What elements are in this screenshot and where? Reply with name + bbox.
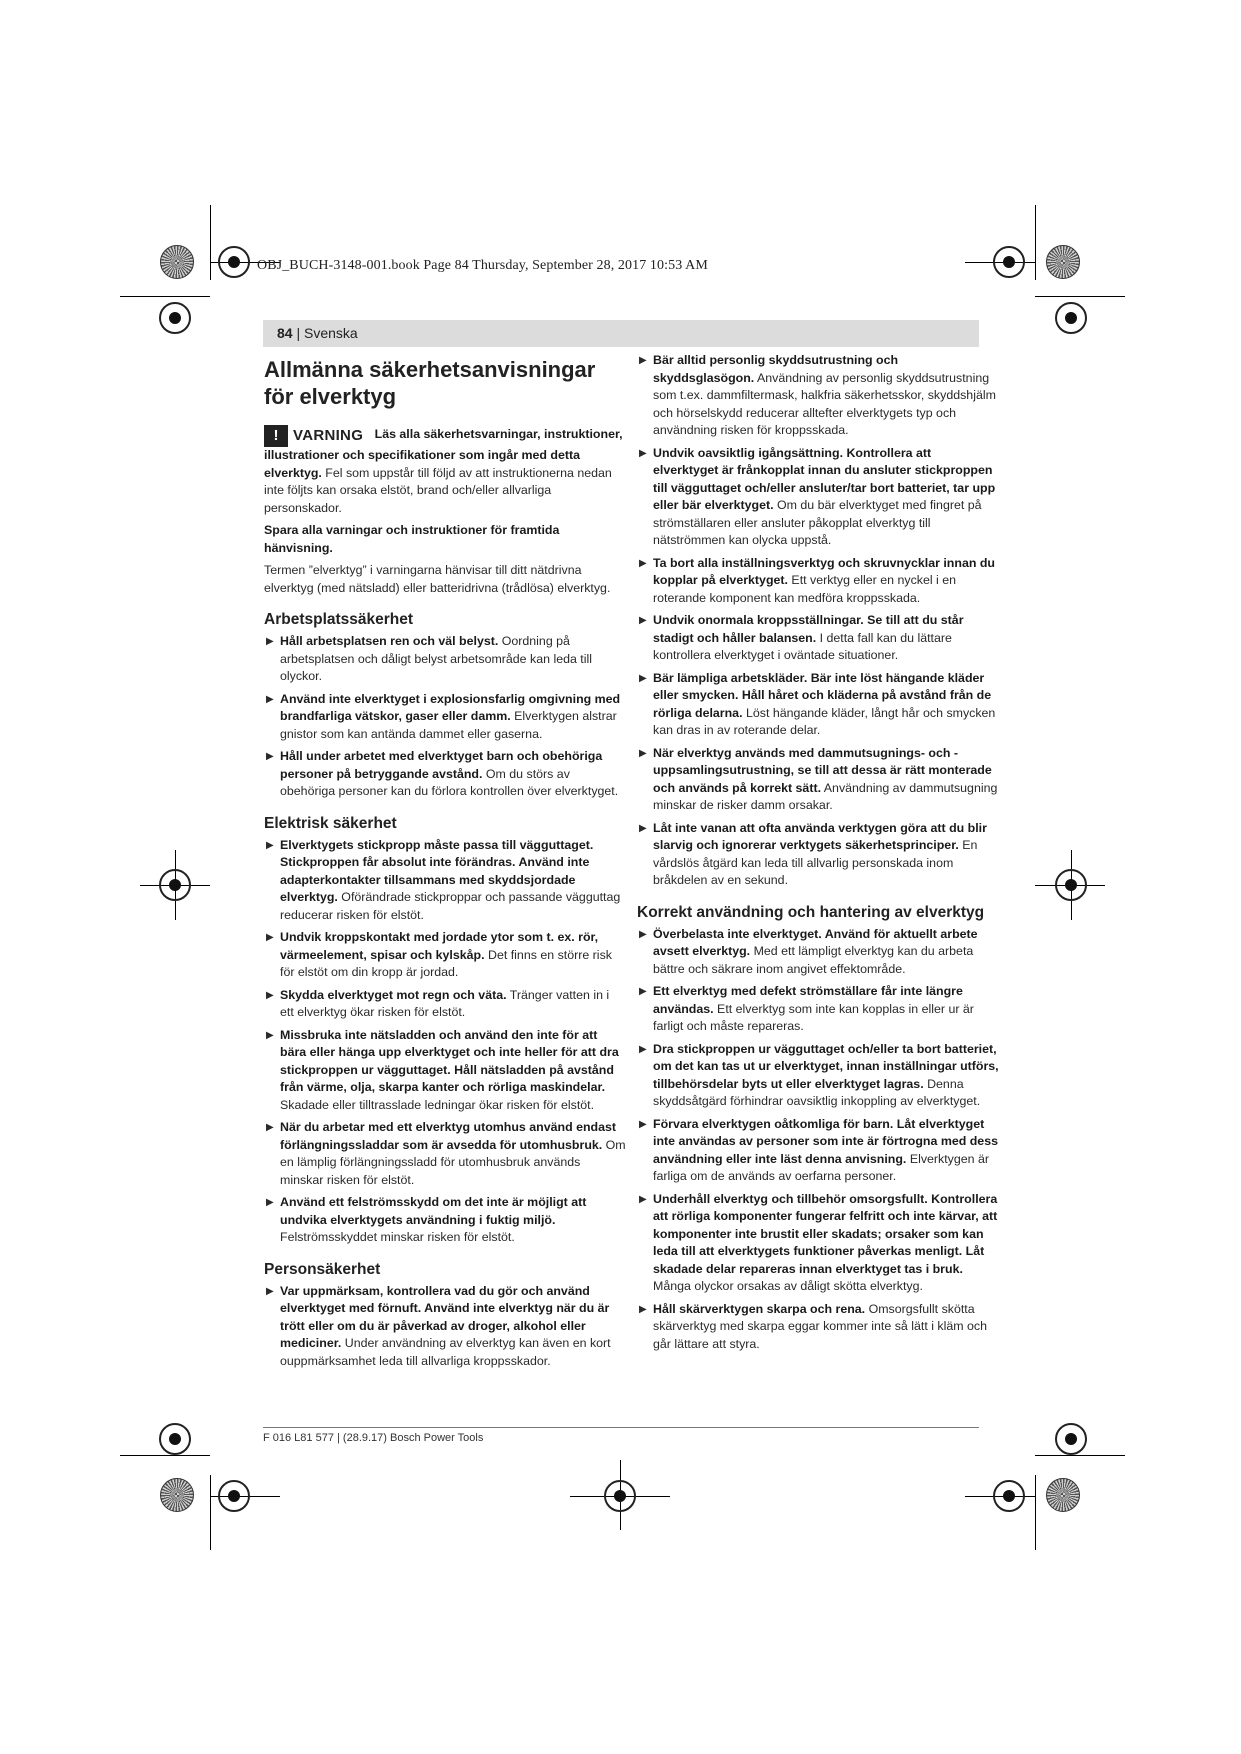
bullet-item: [637, 926, 999, 979]
item-text: Användning av personlig skyddsutrustning som t.ex. dammfiltermask, halkfria säkerhetsskor, skyddshjälm och hörselskydd reducerar alltefter elverktygets typ och användning risken för kroppsskada.: [653, 370, 996, 437]
bullet-arrow-icon: ▶: [639, 1303, 647, 1315]
header-language: Svenska: [304, 325, 358, 341]
item-text: Om en lämplig förlängningssladd för utomhusbruk används minskar risken för elstöt.: [280, 1137, 626, 1187]
registration-mark-icon: [159, 869, 191, 901]
term-note: Termen ”elverktyg” i varningarna hänvisar till ditt nätdrivna elverktyg (med nätsladd) eller batteridrivna (trådlösa) elverktyg.: [264, 563, 611, 595]
save-note: Spara alla varningar och instruktioner för framtida hänvisning.: [264, 523, 560, 555]
item-text: En vårdslös åtgärd kan leda till allvarlig personskada inom bråkdelen av en sekund.: [653, 838, 978, 887]
bullet-item: [264, 1194, 626, 1247]
color-dial-icon: [160, 245, 194, 279]
bullet-arrow-icon: ▶: [639, 986, 647, 997]
warning-block: [264, 422, 626, 517]
bullet-arrow-icon: ▶: [266, 1285, 274, 1297]
bullet-arrow-icon: ▶: [639, 447, 647, 459]
item-text: Om du störs av obehöriga personer kan du förlora kontrollen över elverktyget.: [280, 766, 619, 798]
item-bold-text: Håll arbetsplatsen ren och väl belyst.: [280, 634, 499, 648]
item-text: Med ett lämpligt elverktyg kan du arbeta bättre och säkrare inom angivet effektområde.: [653, 944, 974, 976]
item-bold-text: Var uppmärksam, kontrollera vad du gör och använd elverktyget med förnuft. Använd inte elverktyg när du är trött eller om du är påverkad av droger, alkohol eller mediciner.: [280, 1283, 610, 1350]
registration-mark-icon: [159, 302, 191, 334]
bullet-item: [637, 1041, 999, 1111]
item-text: Denna skyddsåtgärd förhindrar oavsiktlig inkoppling av elverktyget.: [653, 1076, 981, 1108]
left-sections: [264, 611, 626, 1370]
bullet-arrow-icon: ▶: [639, 928, 647, 940]
section-heading: Personsäkerhet: [264, 1260, 381, 1278]
item-bold-text: Håll under arbetet med elverktyget barn och obehöriga personer på betryggande avstånd.: [280, 749, 603, 781]
right-column: [637, 352, 999, 1358]
bullet-item: [264, 987, 626, 1022]
item-bold-text: Undvik kroppskontakt med jordade ytor som t. ex. rör, värmeelement, spisar och kylskåp.: [280, 930, 599, 962]
item-bold-text: Missbruka inte nätsladden och använd den inte för att bära eller hänga upp elverktyget och inte heller för att dra stickproppen ur vägguttaget. Håll nätsladden på avstånd från värme, olja, skarpa kanter och rörliga maskindelar.: [280, 1027, 619, 1094]
item-text: Tränger vatten in i ett elverktyg ökar risken för elstöt.: [280, 987, 610, 1019]
bullet-arrow-icon: ▶: [266, 693, 274, 705]
item-text: Löst hängande kläder, långt hår och smycken kan dras in av roterande delar.: [653, 705, 996, 737]
bullet-item: [264, 1283, 626, 1371]
item-text: Elverktygen alstrar gnistor som kan antända dammet eller gaserna.: [280, 709, 617, 741]
item-text: Omsorgsfullt skötta skärverktyg med skarpa eggar kommer inte så lätt i kläm och går lättare att styra.: [653, 1301, 987, 1351]
bullet-arrow-icon: ▶: [266, 932, 274, 943]
item-bold-text: Bär alltid personlig skyddsutrustning och skyddsglasögon.: [653, 353, 899, 385]
bullet-arrow-icon: ▶: [639, 1193, 647, 1205]
bullet-item: [637, 1116, 999, 1186]
registration-mark-icon: [218, 1480, 250, 1512]
registration-mark-icon: [993, 246, 1025, 278]
item-bold-text: Ta bort alla inställningsverktyg och skruvnycklar innan du kopplar på elverktyget.: [653, 555, 995, 587]
bullet-item: [264, 837, 626, 925]
item-text: Skadade eller tilltrasslade ledningar ökar risken för elstöt.: [280, 1097, 595, 1112]
left-column: [264, 356, 626, 1375]
warning-bold-text: Läs alla säkerhetsvarningar, instruktioner, illustrationer och specifikationer som ingår med detta elverktyg.: [264, 426, 623, 480]
registration-mark-icon: [218, 246, 250, 278]
item-bold-text: Överbelasta inte elverktyget. Använd för aktuellt arbete avsett elverktyg.: [653, 926, 978, 958]
item-bold-text: Använd ett felströmsskydd om det inte är möjligt att undvika elverktygets användning i fuktig miljö.: [280, 1195, 587, 1227]
bullet-item: [264, 691, 626, 744]
registration-mark-icon: [1055, 869, 1087, 901]
bullet-item: [637, 983, 999, 1036]
color-dial-icon: [1046, 1478, 1080, 1512]
warning-label: VARNING: [293, 427, 364, 445]
item-text: I detta fall kan du lättare kontrollera elverktyget i oväntade situationer.: [653, 630, 952, 662]
bullet-item: [637, 352, 999, 440]
item-text: Elverktygen är farliga om de används av oerfarna personer.: [653, 1151, 990, 1183]
color-dial-icon: [160, 1478, 194, 1512]
item-bold-text: Ett elverktyg med defekt strömställare får inte längre användas.: [653, 984, 963, 1016]
bullet-item: [264, 929, 626, 982]
item-bold-text: Undvik onormala kroppsställningar. Se till att du står stadigt och håller balansen.: [653, 613, 964, 645]
bullet-arrow-icon: ▶: [639, 355, 647, 366]
warning-text: Fel som uppstår till följd av att instruktionerna nedan inte följts kan orsaka elstöt, brand och/eller allvarliga personskador.: [264, 465, 612, 515]
item-text: Ett verktyg eller en nyckel i en roterande komponent kan medföra kroppsskada.: [653, 573, 957, 605]
item-text: Många olyckor orsakas av dåligt skötta elverktyg.: [653, 1279, 923, 1293]
item-bold-text: När elverktyg används med dammutsugnings- och -uppsamlingsutrustning, se till att dessa är rätt monterade och används på korrekt sätt.: [653, 745, 992, 795]
right-items: [637, 352, 999, 890]
section-heading: Arbetsplatssäkerhet: [264, 611, 414, 628]
section-heading: Elektrisk säkerhet: [264, 814, 397, 832]
bullet-item: [637, 745, 999, 815]
bullet-item: [264, 633, 626, 686]
bullet-arrow-icon: ▶: [639, 1118, 647, 1130]
item-bold-text: Undvik oavsiktlig igångsättning. Kontrollera att elverktyget är frånkopplat innan du ansluter stickproppen till vägguttaget och/eller ansluter/tar bort batteriet, tar upp eller bär elverktyget.: [653, 445, 996, 512]
bullet-arrow-icon: ▶: [639, 1043, 647, 1055]
item-text: Det finns en större risk för elstöt om din kropp är jordad.: [280, 947, 612, 979]
item-bold-text: Elverktygets stickpropp måste passa till vägguttaget. Stickproppen får absolut inte förändras. Använd inte adapterkontakter tillsammans med skyddsjordade elverktyg.: [280, 837, 594, 904]
item-text: Oförändrade stickproppar och passande vägguttag reducerar risken för elstöt.: [280, 890, 621, 922]
item-bold-text: Skydda elverktyget mot regn och väta.: [280, 987, 507, 1002]
bullet-item: [264, 748, 626, 801]
file-info: OBJ_BUCH-3148-001.book Page 84 Thursday, September 28, 2017 10:53 AM: [257, 258, 708, 273]
bullet-arrow-icon: ▶: [266, 636, 274, 647]
header-separator: |: [292, 325, 304, 341]
registration-mark-icon: [159, 1423, 191, 1455]
item-text: Användning av dammutsugning minskar de risker damm orsakar.: [653, 780, 998, 812]
page-number: 84: [277, 325, 293, 341]
page-title: Allmänna säkerhetsanvisningar för elverktyg: [264, 357, 596, 409]
item-bold-text: Använd inte elverktyget i explosionsfarlig omgivning med brandfarliga vätskor, gaser eller damm.: [280, 691, 621, 723]
item-bold-text: Låt inte vanan att ofta använda verktygen göra att du blir slarvig och ignorerar verktygets säkerhetsprinciper.: [653, 820, 987, 852]
bullet-arrow-icon: ▶: [266, 751, 274, 762]
bullet-item: [264, 1027, 626, 1115]
bullet-arrow-icon: ▶: [266, 989, 274, 1001]
item-text: Oordning på arbetsplatsen och dåligt belyst arbetsområde kan leda till olyckor.: [280, 634, 593, 683]
bullet-item: [637, 1191, 999, 1296]
page-footer: F 016 L81 577 | (28.9.17) Bosch Power Tools: [263, 1427, 979, 1444]
bullet-arrow-icon: ▶: [266, 839, 274, 851]
page-header: [263, 320, 979, 347]
bullet-arrow-icon: ▶: [639, 672, 647, 684]
registration-mark-icon: [993, 1480, 1025, 1512]
bullet-item: [264, 1119, 626, 1189]
item-bold-text: Dra stickproppen ur vägguttaget och/eller ta bort batteriet, om det kan tas ut ur elverktyget, innan inställningar utförs, tillbehörsdelar byts ut eller elverktyget lagras.: [653, 1041, 999, 1091]
item-bold-text: Underhåll elverktyg och tillbehör omsorgsfullt. Kontrollera att rörliga komponenter fungerar felfritt och inte kärvar, att komponenter inte brustit eller skadats; orsaker som kan leda till att elverktygets funktioner påverkas menligt. Låt skadade delar repareras innan elverktyget tas i bruk.: [653, 1191, 998, 1276]
warning-triangle-icon: !: [264, 425, 288, 447]
right-section-items: [637, 926, 999, 1354]
bullet-item: [637, 555, 999, 608]
item-bold-text: Bär lämpliga arbetskläder. Bär inte löst hängande kläder eller smycken. Håll håret och kläderna på avstånd från de rörliga delarna.: [653, 670, 992, 720]
item-text: Om du bär elverktyget med fingret på strömställaren eller ansluter påkopplat elverktyg till nätströmmen kan olycka uppstå.: [653, 498, 982, 547]
registration-mark-icon: [1055, 302, 1087, 334]
item-text: Ett elverktyg som inte kan kopplas in eller ur är farligt och måste repareras.: [653, 1001, 974, 1033]
section-heading: Korrekt användning och hantering av elverktyg: [637, 903, 985, 921]
bullet-arrow-icon: ▶: [639, 557, 647, 569]
bullet-arrow-icon: ▶: [639, 822, 647, 834]
bullet-item: [637, 820, 999, 890]
item-text: Felströmsskyddet minskar risken för elstöt.: [280, 1230, 515, 1244]
bullet-item: [637, 445, 999, 550]
bullet-arrow-icon: ▶: [266, 1197, 274, 1208]
bullet-item: [637, 670, 999, 740]
item-text: Under användning av elverktyg kan även en kort ouppmärksamhet leda till allvarliga kroppsskador.: [280, 1336, 611, 1368]
bullet-item: [637, 1301, 999, 1354]
registration-mark-icon: [1055, 1423, 1087, 1455]
item-bold-text: Håll skärverktygen skarpa och rena.: [653, 1301, 866, 1316]
color-dial-icon: [1046, 245, 1080, 279]
item-bold-text: Förvara elverktygen oåtkomliga för barn. Låt elverktyget inte användas av personer som inte är förtrogna med dess användning eller inte läst denna anvisning.: [653, 1116, 998, 1166]
bullet-arrow-icon: ▶: [266, 1029, 274, 1041]
bullet-arrow-icon: ▶: [639, 615, 647, 626]
bullet-item: [637, 612, 999, 665]
bullet-arrow-icon: ▶: [266, 1122, 274, 1133]
bullet-arrow-icon: ▶: [639, 747, 647, 759]
item-bold-text: När du arbetar med ett elverktyg utomhus använd endast förlängningssladdar som är avsedda för utomhusbruk.: [280, 1120, 617, 1152]
registration-mark-icon: [604, 1480, 636, 1512]
